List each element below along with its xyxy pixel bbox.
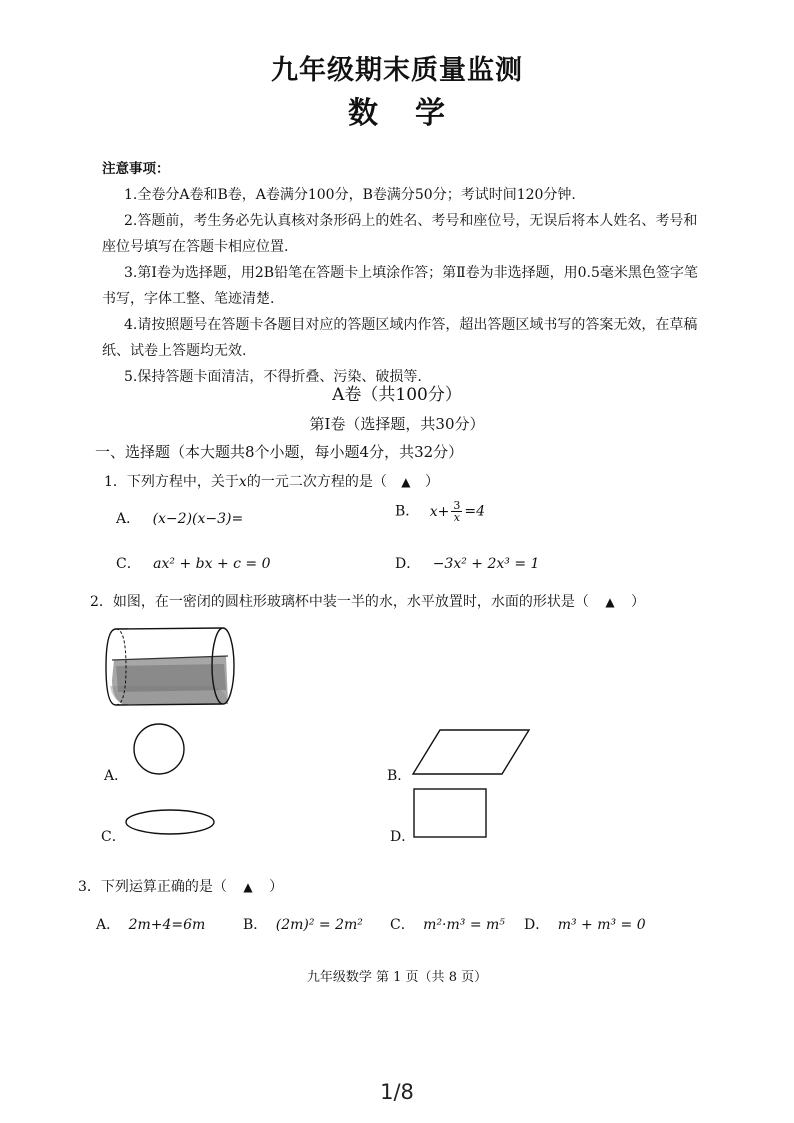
q1-stem-post: 的一元二次方程的是（: [246, 474, 387, 490]
parallelogram-shape-icon: [410, 727, 532, 777]
note-item-2: 2.答题前，考生务必先认真核对条形码上的姓名、考号和座位号，无误后将本人姓名、考号和座位号填写在答题卡相应位置.: [102, 213, 698, 255]
q3-option-c: [390, 914, 505, 934]
option-label: C．: [390, 917, 415, 933]
note-item-3: 3.第Ⅰ卷为选择题，用2B铅笔在答题卡上填涂作答；第Ⅱ卷为非选择题，用0.5毫米黑色签字笔书写，字体工整、笔迹清楚.: [102, 265, 698, 307]
option-label: D．: [524, 917, 550, 933]
note-item-4: 4.请按照题号在答题卡各题目对应的答题区域内作答，超出答题区域书写的答案无效，在草稿纸、试卷上答题均无效.: [102, 317, 698, 359]
subject-title: [0, 88, 794, 132]
q1-option-b-post: =4: [464, 503, 486, 520]
option-label: A．: [96, 917, 121, 933]
option-label: A．: [116, 511, 141, 527]
q1-option-b: [395, 500, 485, 523]
q1-option-b-pre: x+: [429, 503, 450, 520]
option-label: B．: [395, 503, 420, 520]
q1-option-b-fraction: [451, 500, 462, 523]
exam-title: 九年级期末质量监测: [271, 55, 523, 86]
part-one-heading: 一、选择题（本大题共8个小题，每小题4分，共32分）: [95, 443, 464, 461]
q2-stem-end: ）: [631, 594, 646, 610]
fraction-denominator: x: [453, 511, 460, 524]
q3-stem-end: ）: [269, 879, 284, 895]
q3-option-b-text: (2m)² = 2m²: [275, 917, 363, 933]
q1-option-c-text: ax² + bx + c = 0: [153, 556, 271, 572]
fraction-numerator: 3: [453, 499, 461, 512]
q1-stem-end: ）: [424, 474, 439, 490]
rectangle-shape-icon: [412, 787, 488, 839]
part-1-title: 第Ⅰ卷（选择题，共30分）: [309, 415, 485, 433]
q3-option-a-text: 2m+4=6m: [128, 917, 206, 933]
q3-stem: 3．下列运算正确的是（: [78, 879, 227, 895]
option-label: C．: [116, 556, 141, 572]
q2-option-b-label: B．: [387, 768, 412, 784]
notes-block: [102, 156, 702, 390]
note-item-5: 5.保持答题卡面清洁，不得折叠、污染、破损等.: [124, 369, 422, 385]
q1-stem-pre: 1．下列方程中，关于: [104, 474, 239, 490]
notes-heading: 注意事项：: [102, 161, 170, 177]
section-a-title: A卷（共100分）: [332, 385, 462, 405]
q1-stem-var: x: [238, 474, 247, 490]
q1-option-d-text: −3x² + 2x³ = 1: [432, 556, 540, 572]
q3-option-c-text: m²·m³ = m⁵: [423, 917, 505, 933]
q3-option-a: [96, 914, 205, 934]
q1-option-c: [116, 553, 271, 573]
q3-option-b: [243, 914, 363, 934]
question-3-stem: [78, 876, 283, 896]
note-item-1: 1.全卷分A卷和B卷，A卷满分100分，B卷满分50分；考试时间120分钟.: [124, 187, 576, 203]
q1-option-a-text: (x−2)(x−3)=: [152, 511, 244, 527]
question-2-stem: [90, 591, 645, 611]
q1-option-d: [395, 553, 539, 573]
ellipse-shape-icon: [124, 807, 216, 837]
circle-shape-icon: [130, 722, 188, 776]
answer-marker-icon: ▲: [605, 595, 615, 609]
q2-option-a-label: A．: [104, 768, 129, 784]
answer-marker-icon: ▲: [243, 880, 253, 894]
q1-option-a: [116, 508, 243, 528]
q2-option-c-label: C．: [101, 829, 126, 845]
page-footer: 九年级数学 第 1 页（共 8 页）: [306, 970, 488, 985]
answer-marker-icon: ▲: [401, 475, 411, 489]
question-1-stem: [104, 471, 439, 491]
q3-option-d: [524, 914, 646, 934]
page-indicator: 1/8: [380, 1080, 414, 1104]
option-label: D．: [395, 556, 421, 572]
cylinder-glass-figure: [104, 620, 244, 712]
subject-char-1: 数: [348, 96, 379, 131]
q2-option-d-label: D．: [390, 829, 416, 845]
option-label: B．: [243, 917, 268, 933]
q3-option-d-text: m³ + m³ = 0: [557, 917, 646, 933]
q2-stem: 2．如图，在一密闭的圆柱形玻璃杯中装一半的水，水平放置时，水面的形状是（: [90, 594, 589, 610]
subject-char-2: 学: [415, 96, 446, 131]
